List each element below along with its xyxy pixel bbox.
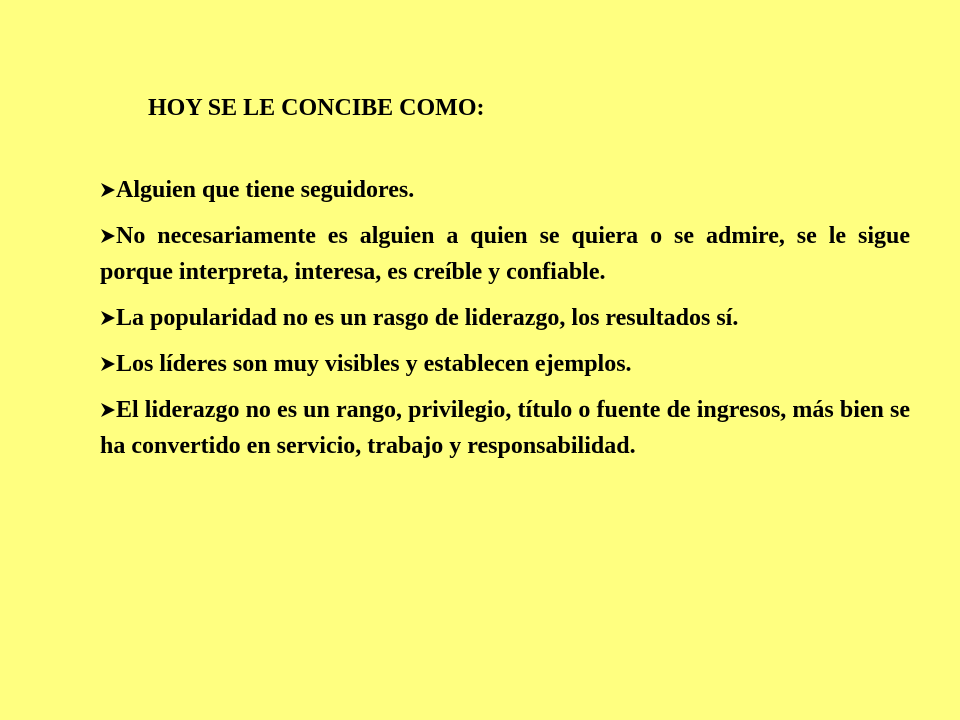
bullet-list [100, 172, 910, 474]
bullet-item [100, 392, 910, 464]
bullet-text: Alguien que tiene seguidores. [116, 177, 415, 203]
bullet-item [100, 218, 910, 290]
bullet-item [100, 300, 910, 336]
slide-title: HOY SE LE CONCIBE COMO: [148, 95, 485, 121]
arrowhead-bullet-icon [100, 310, 116, 326]
arrowhead-bullet-icon [100, 182, 116, 198]
arrowhead-bullet-icon [100, 228, 116, 244]
bullet-text: No necesariamente es alguien a quien se quiera o se admire, se le sigue porque interpreta, interesa, es creíble y confiable. [100, 223, 910, 285]
bullet-item [100, 172, 910, 208]
bullet-item [100, 346, 910, 382]
bullet-text: Los líderes son muy visibles y establecen ejemplos. [116, 351, 632, 377]
bullet-text: La popularidad no es un rasgo de liderazgo, los resultados sí. [116, 305, 739, 331]
arrowhead-bullet-icon [100, 356, 116, 372]
arrowhead-bullet-icon [100, 402, 116, 418]
bullet-text: El liderazgo no es un rango, privilegio, título o fuente de ingresos, más bien se ha convertido en servicio, trabajo y responsabilidad. [100, 397, 910, 459]
